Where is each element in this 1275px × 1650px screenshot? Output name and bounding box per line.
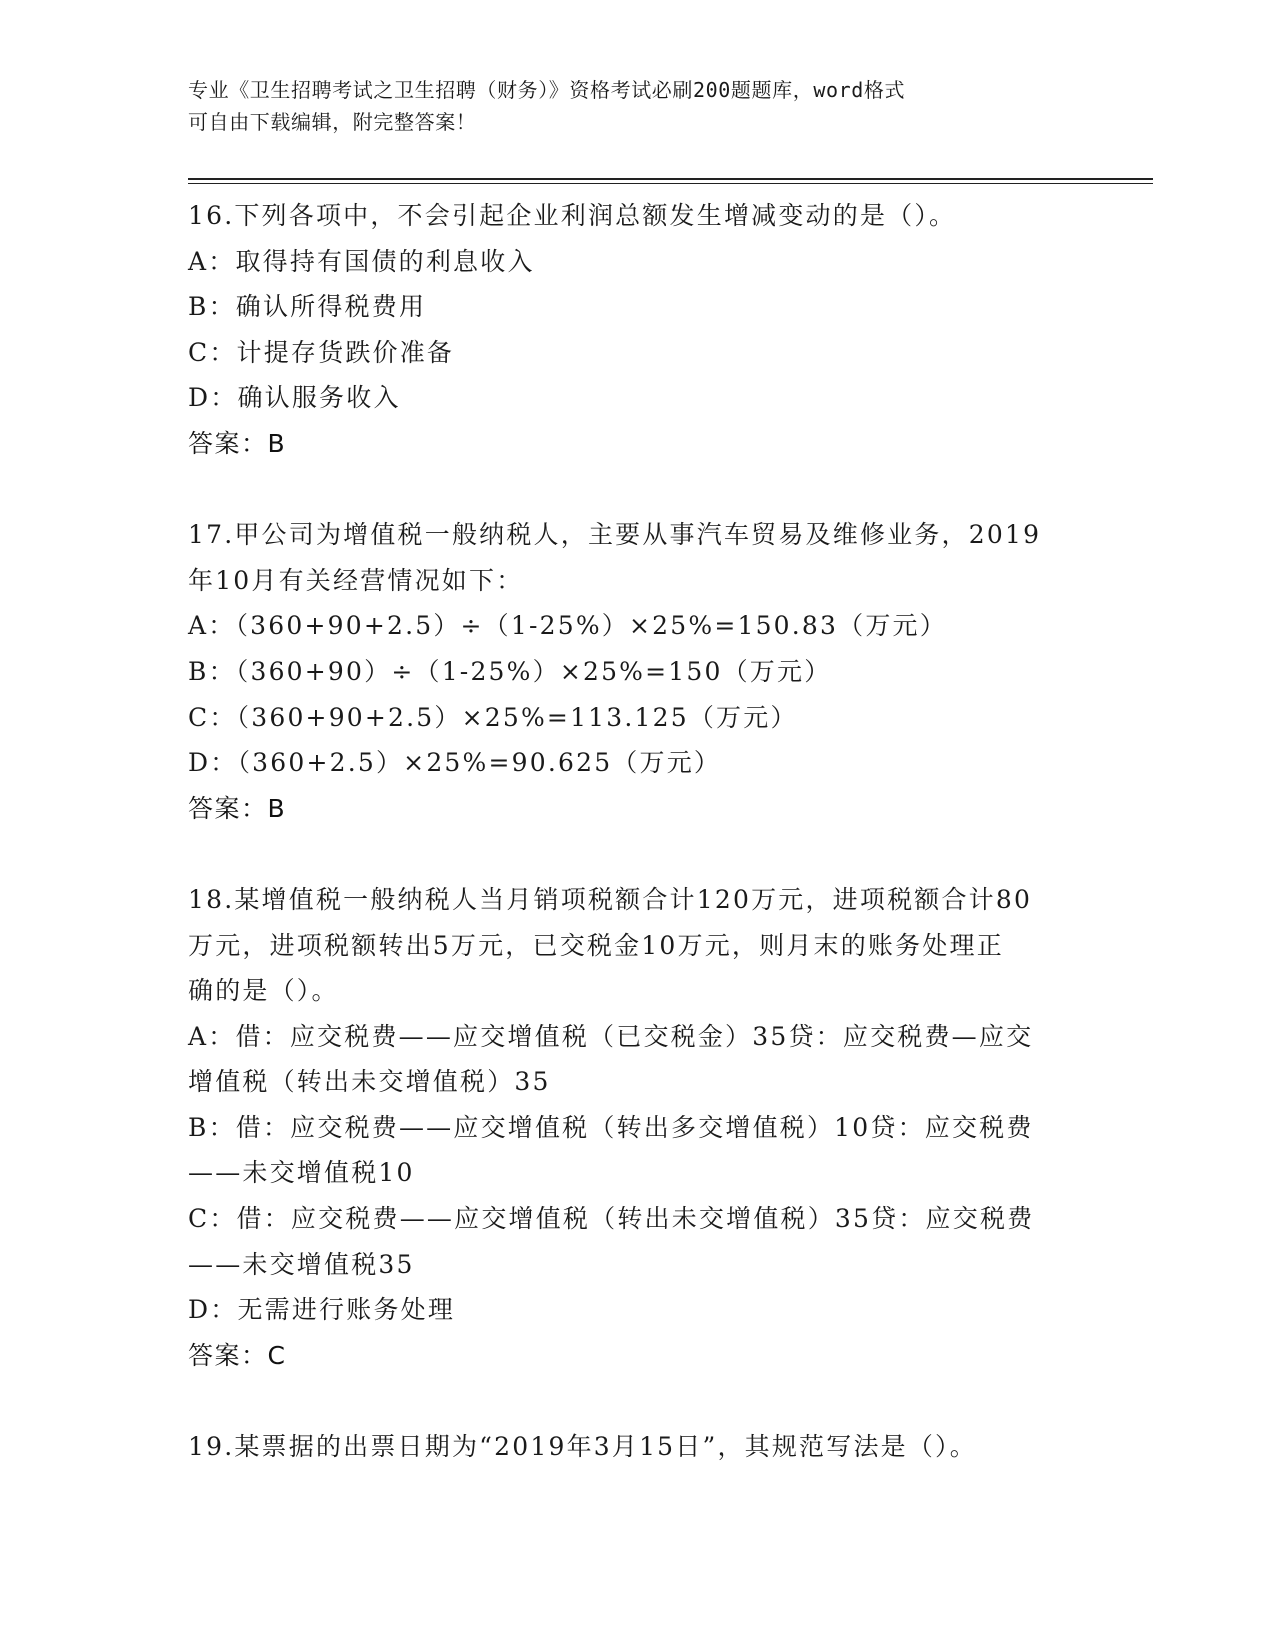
option-d: D：无需进行账务处理 xyxy=(188,1295,456,1325)
option-d: D：确认服务收入 xyxy=(188,383,401,413)
option-c-continued: ——未交增值税35 xyxy=(188,1249,415,1279)
option-a: A：（360+90+2.5）÷（1-25%）×25%=150.83（万元） xyxy=(188,611,947,641)
question-stem-continued: 年10月有关经营情况如下： xyxy=(188,565,524,595)
question-stem: 17.甲公司为增值税一般纳税人，主要从事汽车贸易及维修业务，2019 xyxy=(188,520,1042,550)
question-stem: 16.下列各项中，不会引起企业利润总额发生增减变动的是（）。 xyxy=(188,201,957,230)
question-19 xyxy=(188,1424,1088,1470)
question-stem-continued: 确的是（）。 xyxy=(188,976,339,1006)
spacer xyxy=(188,1378,1088,1424)
header-divider-thick xyxy=(188,178,1153,180)
answer: 答案：B xyxy=(188,428,287,458)
spacer xyxy=(188,831,1088,877)
question-list xyxy=(188,193,1088,1470)
option-c: C：借：应交税费——应交增值税（转出未交增值税）35贷：应交税费 xyxy=(188,1204,1035,1234)
question-stem: 18.某增值税一般纳税人当月销项税额合计120万元，进项税额合计80 xyxy=(188,884,1033,914)
spacer xyxy=(188,467,1088,513)
option-b: B：（360+90）÷（1-25%）×25%=150（万元） xyxy=(188,656,832,686)
option-c: C：（360+90+2.5）×25%=113.125（万元） xyxy=(188,702,798,732)
answer: 答案：B xyxy=(188,793,287,823)
question-18 xyxy=(188,877,1088,1379)
option-c: C：计提存货跌价准备 xyxy=(188,337,455,367)
option-a: A：借：应交税费——应交增值税（已交税金）35贷：应交税费—应交 xyxy=(188,1021,1034,1051)
question-17 xyxy=(188,512,1088,831)
header-line-1: 专业《卫生招聘考试之卫生招聘（财务）》资格考试必刷200题题库，word格式 xyxy=(188,78,906,102)
option-b-continued: ——未交增值税10 xyxy=(188,1158,415,1188)
header-line-2: 可自由下载编辑，附完整答案！ xyxy=(188,110,477,134)
option-b: B：确认所得税费用 xyxy=(188,292,427,322)
answer: 答案：C xyxy=(188,1340,287,1370)
document-header xyxy=(188,74,1088,138)
option-d: D：（360+2.5）×25%=90.625（万元） xyxy=(188,748,722,778)
option-b: B：借：应交税费——应交增值税（转出多交增值税）10贷：应交税费 xyxy=(188,1112,1034,1142)
option-a-continued: 增值税（转出未交增值税）35 xyxy=(188,1067,551,1097)
option-a: A：取得持有国债的利息收入 xyxy=(188,246,535,276)
question-stem: 19.某票据的出票日期为“2019年3月15日”，其规范写法是（）。 xyxy=(188,1432,977,1462)
header-divider-thin xyxy=(188,183,1153,184)
question-stem-continued: 万元，进项税额转出5万元，已交税金10万元，则月末的账务处理正 xyxy=(188,930,1004,960)
question-16 xyxy=(188,193,1088,467)
